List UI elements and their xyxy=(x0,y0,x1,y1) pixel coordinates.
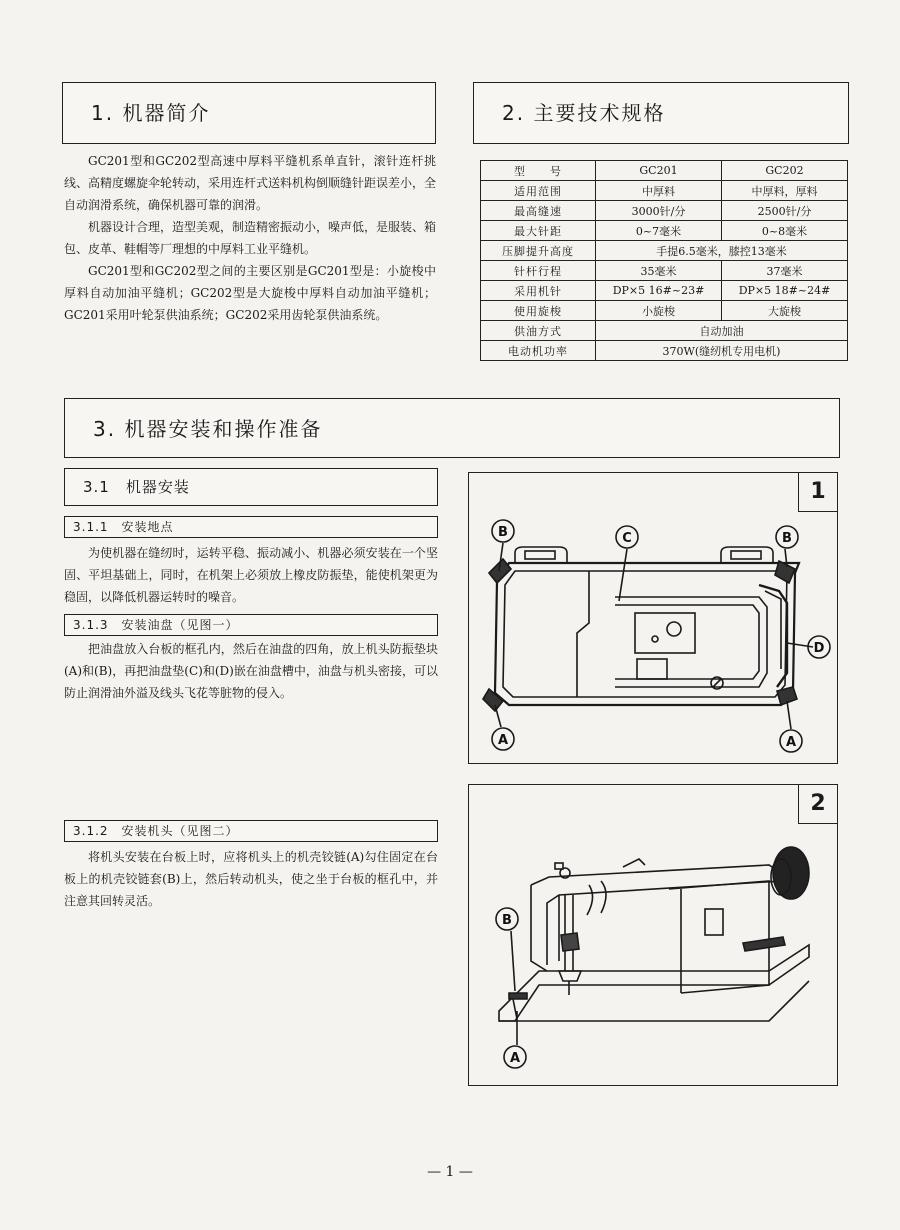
section-3-1-1-title: 3.1.1 安装地点 xyxy=(73,520,174,534)
spec-header-gc201: GC201 xyxy=(596,161,722,181)
spec-cell: 中厚料，厚料 xyxy=(722,181,848,201)
spec-row-label: 电动机功率 xyxy=(481,341,596,361)
section-3-1-3-header xyxy=(64,614,438,636)
table-row xyxy=(481,281,848,301)
section-3-1-title: 3.1 机器安装 xyxy=(83,478,190,496)
intro-paragraph-1: GC201型和GC202型高速中厚料平缝机系单直针，滚针连杆挑线、高精度螺旋伞轮转动，采用连杆式送料机构倒顺缝针距误差小，全自动润滑系统，确保机器可靠的润滑。 xyxy=(64,154,437,212)
spec-row-label: 适用范围 xyxy=(481,181,596,201)
section-3-1-header xyxy=(64,468,438,506)
machine-head-drawing xyxy=(469,785,837,1085)
spec-cell-merged: 自动加油 xyxy=(596,321,848,341)
spec-row-label: 针杆行程 xyxy=(481,261,596,281)
table-row xyxy=(481,181,848,201)
intro-paragraph-3: GC201型和GC202型之间的主要区别是GC201型是：小旋梭中厚料自动加油平缝机；GC202型是大旋梭中厚料自动加油平缝机；GC201采用叶轮泵供油系统；GC202采用齿轮泵供油系统。 xyxy=(64,264,436,322)
table-row xyxy=(481,241,848,261)
spec-cell: 37毫米 xyxy=(722,261,848,281)
oil-pan-paragraph: 把油盘放入台板的框孔内，然后在油盘的四角，放上机头防振垫块(A)和(B)，再把油盘垫(C)和(D)嵌在油盘槽中，油盘与机头密接，可以防止润滑油外溢及线头飞花等脏物的侵入。 xyxy=(64,642,438,700)
callout-d: D xyxy=(813,641,825,656)
callout-c: C xyxy=(622,531,632,546)
callout-b-right: B xyxy=(782,531,792,546)
spec-cell: 3000针/分 xyxy=(596,201,722,221)
spec-cell: DP×5 16#~23# xyxy=(596,281,722,301)
section-2-title: 2. 主要技术规格 xyxy=(502,101,666,125)
spec-cell: 35毫米 xyxy=(596,261,722,281)
spec-cell: 中厚料 xyxy=(596,181,722,201)
callout-a-left: A xyxy=(497,733,509,748)
spec-header-gc202: GC202 xyxy=(722,161,848,181)
section-3-1-3-title: 3.1.3 安装油盘（见图一） xyxy=(73,618,239,632)
table-row xyxy=(481,341,848,361)
section-1-header xyxy=(62,82,436,144)
figure-2-number: 2 xyxy=(798,785,837,824)
spec-cell-merged: 370W(缝纫机专用电机) xyxy=(596,341,848,361)
spec-cell: 小旋梭 xyxy=(596,301,722,321)
intro-text xyxy=(64,150,436,326)
callout-b: B xyxy=(502,913,512,928)
spec-header-label: 型 号 xyxy=(481,161,596,181)
section-3-title: 3. 机器安装和操作准备 xyxy=(93,417,323,441)
oil-pan-drawing xyxy=(469,473,837,763)
spec-cell: DP×5 18#~24# xyxy=(722,281,848,301)
install-site-paragraph: 为使机器在缝纫时，运转平稳、振动减小、机器必须安装在一个坚固、平坦基础上，同时，在机架上必须放上橡皮防振垫，能使机架更为稳固，以降低机器运转时的噪音。 xyxy=(64,546,438,604)
spec-header-row xyxy=(481,161,848,181)
spec-row-label: 最高缝速 xyxy=(481,201,596,221)
install-site-text xyxy=(64,542,438,608)
table-row xyxy=(481,301,848,321)
machine-head-paragraph: 将机头安装在台板上时，应将机头上的机壳铰链(A)勾住固定在台板上的机壳铰链套(B)上，然后转动机头，使之坐于台板的框孔中，并注意其回转灵活。 xyxy=(64,850,438,908)
spec-row-label: 采用机针 xyxy=(481,281,596,301)
intro-paragraph-2: 机器设计合理，造型美观，制造精密振动小，噪声低，是服装、箱包、皮革、鞋帽等厂理想的中厚料工业平缝机。 xyxy=(64,220,437,256)
section-3-1-2-title: 3.1.2 安装机头（见图二） xyxy=(73,824,239,838)
spec-row-label: 供油方式 xyxy=(481,321,596,341)
section-2-header xyxy=(473,82,849,144)
callout-a-right: A xyxy=(785,735,797,750)
spec-cell-merged: 手提6.5毫米，膝控13毫米 xyxy=(596,241,848,261)
section-3-1-2-header xyxy=(64,820,438,842)
figure-2 xyxy=(468,784,838,1086)
spec-cell: 2500针/分 xyxy=(722,201,848,221)
page-number: — 1 — xyxy=(427,1164,473,1180)
callout-b-left: B xyxy=(498,525,508,540)
machine-head-text xyxy=(64,846,438,912)
spec-row-label: 使用旋梭 xyxy=(481,301,596,321)
table-row xyxy=(481,221,848,241)
section-3-1-1-header xyxy=(64,516,438,538)
spec-table xyxy=(480,160,848,361)
spec-row-label: 压脚提升高度 xyxy=(481,241,596,261)
spec-row-label: 最大针距 xyxy=(481,221,596,241)
callout-a: A xyxy=(509,1051,521,1066)
table-row xyxy=(481,321,848,341)
spec-cell: 0~7毫米 xyxy=(596,221,722,241)
figure-1 xyxy=(468,472,838,764)
section-1-title: 1. 机器简介 xyxy=(91,101,211,125)
figure-1-number: 1 xyxy=(798,473,837,512)
section-3-header xyxy=(64,398,840,458)
oil-pan-text xyxy=(64,638,438,704)
table-row xyxy=(481,201,848,221)
table-row xyxy=(481,261,848,281)
spec-cell: 0~8毫米 xyxy=(722,221,848,241)
spec-cell: 大旋梭 xyxy=(722,301,848,321)
